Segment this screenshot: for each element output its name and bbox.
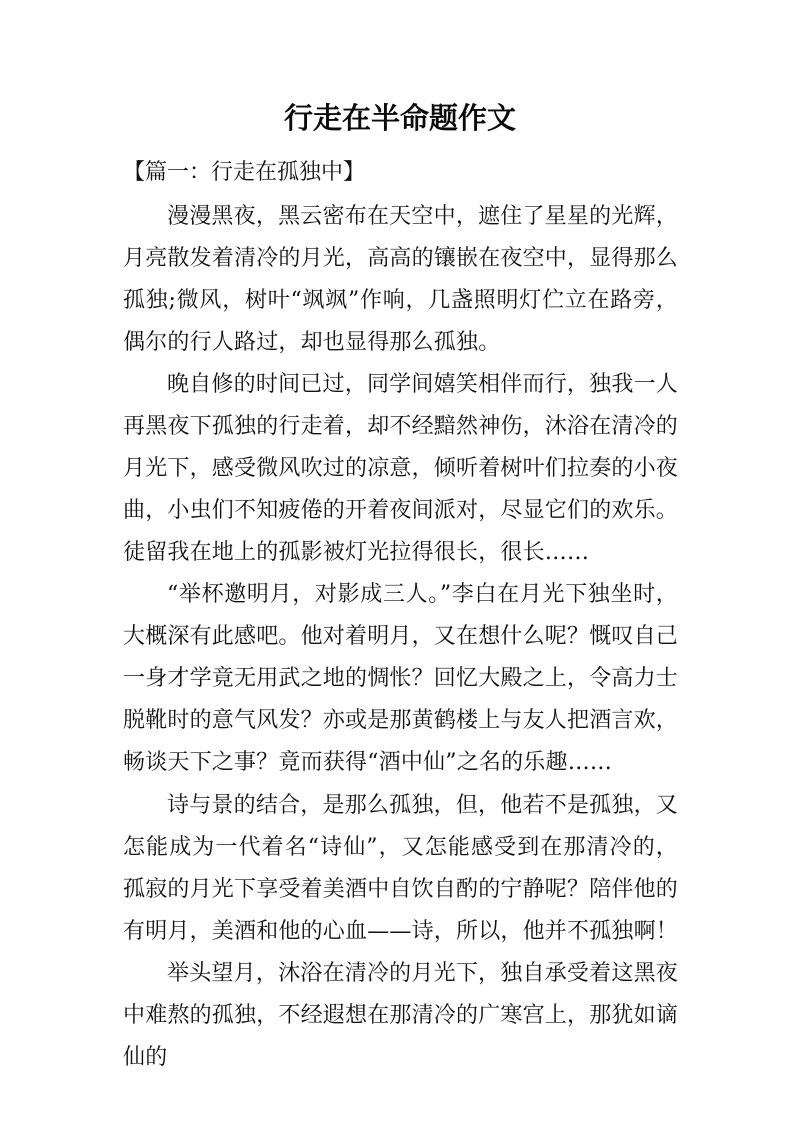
paragraph-1: 漫漫黑夜，黑云密布在天空中，遮住了星星的光辉，月亮散发着清冷的月光，高高的镶嵌在夜空中，显得那么孤独;微风，树叶“飒飒”作响，几盏照明灯伫立在路旁，偶尔的行人路过，却也显得那么孤独。 [123, 204, 679, 355]
paragraph-4: 诗与景的结合，是那么孤独，但，他若不是孤独，又怎能成为一代着名“诗仙”，又怎能感受到在那清冷的，孤寂的月光下享受着美酒中自饮自酌的宁静呢？陪伴他的有明月，美酒和他的心血——诗，所以，他并不孤独啊！ [123, 793, 679, 944]
paragraph-3: “举杯邀明月，对影成三人。”李白在月光下独坐时，大概深有此感吧。他对着明月，又在想什么呢？慨叹自己一身才学竟无用武之地的惆怅？回忆大殿之上，令高力士脱靴时的意气风发？亦或是那黄鹤楼上与友人把酒言欢，畅谈天下之事？竟而获得“酒中仙”之名的乐趣…… [123, 582, 679, 775]
section-heading: 【篇一：行走在孤独中】 [123, 160, 366, 185]
document-title: 行走在半命题作文 [283, 101, 516, 135]
paragraph-2: 晚自修的时间已过，同学间嬉笑相伴而行，独我一人再黑夜下孤独的行走着，却不经黯然神伤，沐浴在清冷的月光下，感受微风吹过的凉意，倾听着树叶们拉奏的小夜曲，小虫们不知疲倦的开着夜间派对，尽显它们的欢乐。徒留我在地上的孤影被灯光拉得很长，很长…… [123, 372, 679, 565]
paragraph-5: 举头望月，沐浴在清冷的月光下，独自承受着这黑夜中难熬的孤独，不经遐想在那清冷的广寒宫上，那犹如谪仙的 [123, 961, 679, 1070]
